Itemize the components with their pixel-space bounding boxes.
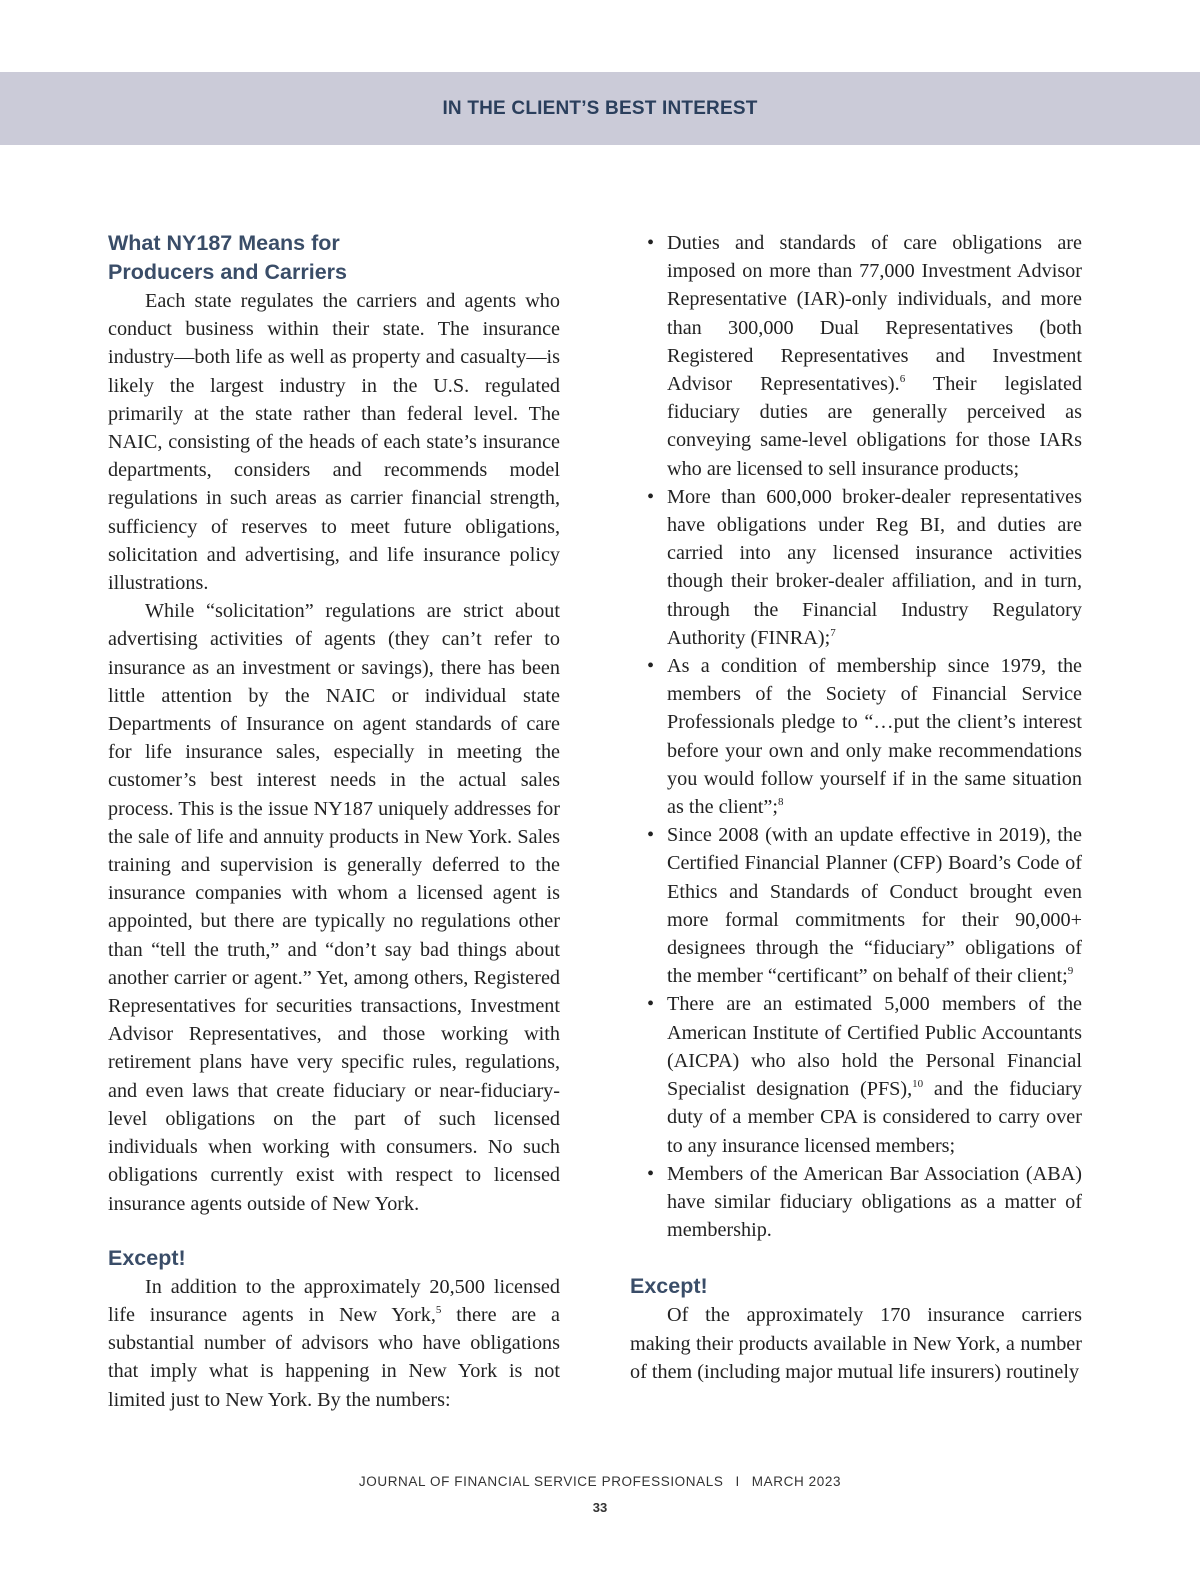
bullet-text: Duties and standards of care obligations are imposed on more than 77,000 Investment Advisor Representative (IAR)-only individuals, and more than 300,000 Dual Representatives (both Registered Representatives and Investment Advisor Representatives).: [667, 232, 1082, 396]
paragraph-text: there are a substantial number of advisors who have obligations that imply what is happening in New York is not limited just to New York. By the numbers:: [108, 1303, 560, 1411]
section-heading-except: Except!: [108, 1245, 186, 1270]
heading-line-2: Producers and Carriers: [108, 260, 347, 284]
body-paragraph: Of the approximately 170 insurance carriers making their products available in New York, a number of them (including major mutual life insurers) routinely: [630, 1304, 1082, 1383]
bullet-item: [630, 990, 1082, 1159]
footnote-ref: 9: [1067, 965, 1074, 978]
bullet-text: As a condition of membership since 1979, the members of the Society of Financial Service Professionals pledge to “…put the client’s interest before your own and only make recommendations you would follow yourself if in the same situation as the client”;: [667, 655, 1082, 819]
bullet-item: [630, 652, 1082, 821]
bullet-item: [630, 229, 1082, 483]
footnote-ref: 7: [830, 626, 836, 639]
bullet-item: [630, 1160, 1082, 1245]
running-header-band: [0, 72, 1200, 145]
bullet-list: [630, 229, 1082, 1244]
body-paragraph: [108, 1273, 560, 1414]
bullet-icon: •: [647, 1162, 655, 1185]
journal-name: JOURNAL OF FINANCIAL SERVICE PROFESSIONALS: [358, 1474, 724, 1489]
page-number: 33: [592, 1500, 608, 1515]
section-heading-ny187: [108, 229, 560, 287]
footnote-ref: 5: [435, 1303, 442, 1316]
footnote-ref: 6: [899, 373, 906, 386]
bullet-text: and the fiduciary duty of a member CPA is considered to carry over to any insurance licensed members;: [667, 1078, 1082, 1157]
bullet-icon: •: [647, 824, 655, 847]
bullet-icon: •: [647, 655, 655, 678]
footer-separator: I: [735, 1474, 740, 1489]
right-column: [630, 229, 1082, 1386]
bullet-icon: •: [647, 993, 655, 1016]
left-column: [108, 229, 560, 1414]
issue-date: MARCH 2023: [751, 1474, 842, 1489]
footnote-ref: 10: [912, 1078, 924, 1091]
paragraph-text: In addition to the approximately 20,500 licensed life insurance agents in New York,: [108, 1275, 560, 1326]
bullet-text: More than 600,000 broker-dealer representatives have obligations under Reg BI, and duties are carried into any licensed insurance activities though their broker-dealer affiliation, and in turn, through the Financial Industry Regulatory Authority (FINRA);: [667, 485, 1082, 649]
running-header-title: IN THE CLIENT’S BEST INTEREST: [442, 98, 758, 119]
bullet-text: There are an estimated 5,000 members of the American Institute of Certified Public Accountants (AICPA) who also hold the Personal Financial Specialist designation (PFS),: [667, 993, 1082, 1101]
footer-journal-line: [0, 1474, 1200, 1489]
body-paragraph: While “solicitation” regulations are strict about advertising activities of agents (they can’t refer to insurance as an investment or savings), there has been little attention by the NAIC or individual state Departments of Insurance on agent standards of care for life insurance sales, especially in meeting the customer’s best interest needs in the actual sales process. This is the issue NY187 uniquely addresses for the sale of life and annuity products in New York. Sales training and supervision is generally deferred to the insurance companies with whom a licensed agent is appointed, but there are typically no regulations other than “tell the truth,” and “don’t say bad things about another carrier or agent.” Yet, among others, Registered Representatives for securities transactions, Investment Advisor Representatives, and those working with retirement plans have very specific rules, regulations, and even laws that create fiduciary or near-fiduciary-level obligations on the part of such licensed individuals when working with consumers. No such obligations currently exist with respect to licensed insurance agents outside of New York.: [108, 600, 560, 1215]
body-paragraph: Each state regulates the carriers and agents who conduct business within their state. The insurance industry—both life as well as property and casualty—is likely the largest industry in the U.S. regulated primarily at the state rather than federal level. The NAIC, consisting of the heads of each state’s insurance departments, considers and recommends model regulations in such areas as carrier financial strength, sufficiency of reserves to meet future obligations, solicitation and advertising, and life insurance policy illustrations.: [108, 290, 560, 595]
heading-line-1: What NY187 Means for: [108, 231, 340, 255]
bullet-text: Their legislated fiduciary duties are generally perceived as conveying same-level obligations for those IARs who are licensed to sell insurance products;: [667, 373, 1082, 480]
section-heading-except: Except!: [630, 1274, 708, 1299]
bullet-item: [630, 483, 1082, 652]
bullet-text: Members of the American Bar Association (ABA) have similar fiduciary obligations as a matter of membership.: [667, 1162, 1082, 1242]
bullet-icon: •: [647, 485, 655, 508]
footnote-ref: 8: [777, 796, 784, 809]
bullet-icon: •: [647, 232, 655, 254]
bullet-text: Since 2008 (with an update effective in 2019), the Certified Financial Planner (CFP) Board’s Code of Ethics and Standards of Conduct brought even more formal commitments for their 90,000+ designees through the “fiduciary” obligations of the member “certificant” on behalf of their client;: [667, 824, 1082, 988]
bullet-item: [630, 821, 1082, 990]
